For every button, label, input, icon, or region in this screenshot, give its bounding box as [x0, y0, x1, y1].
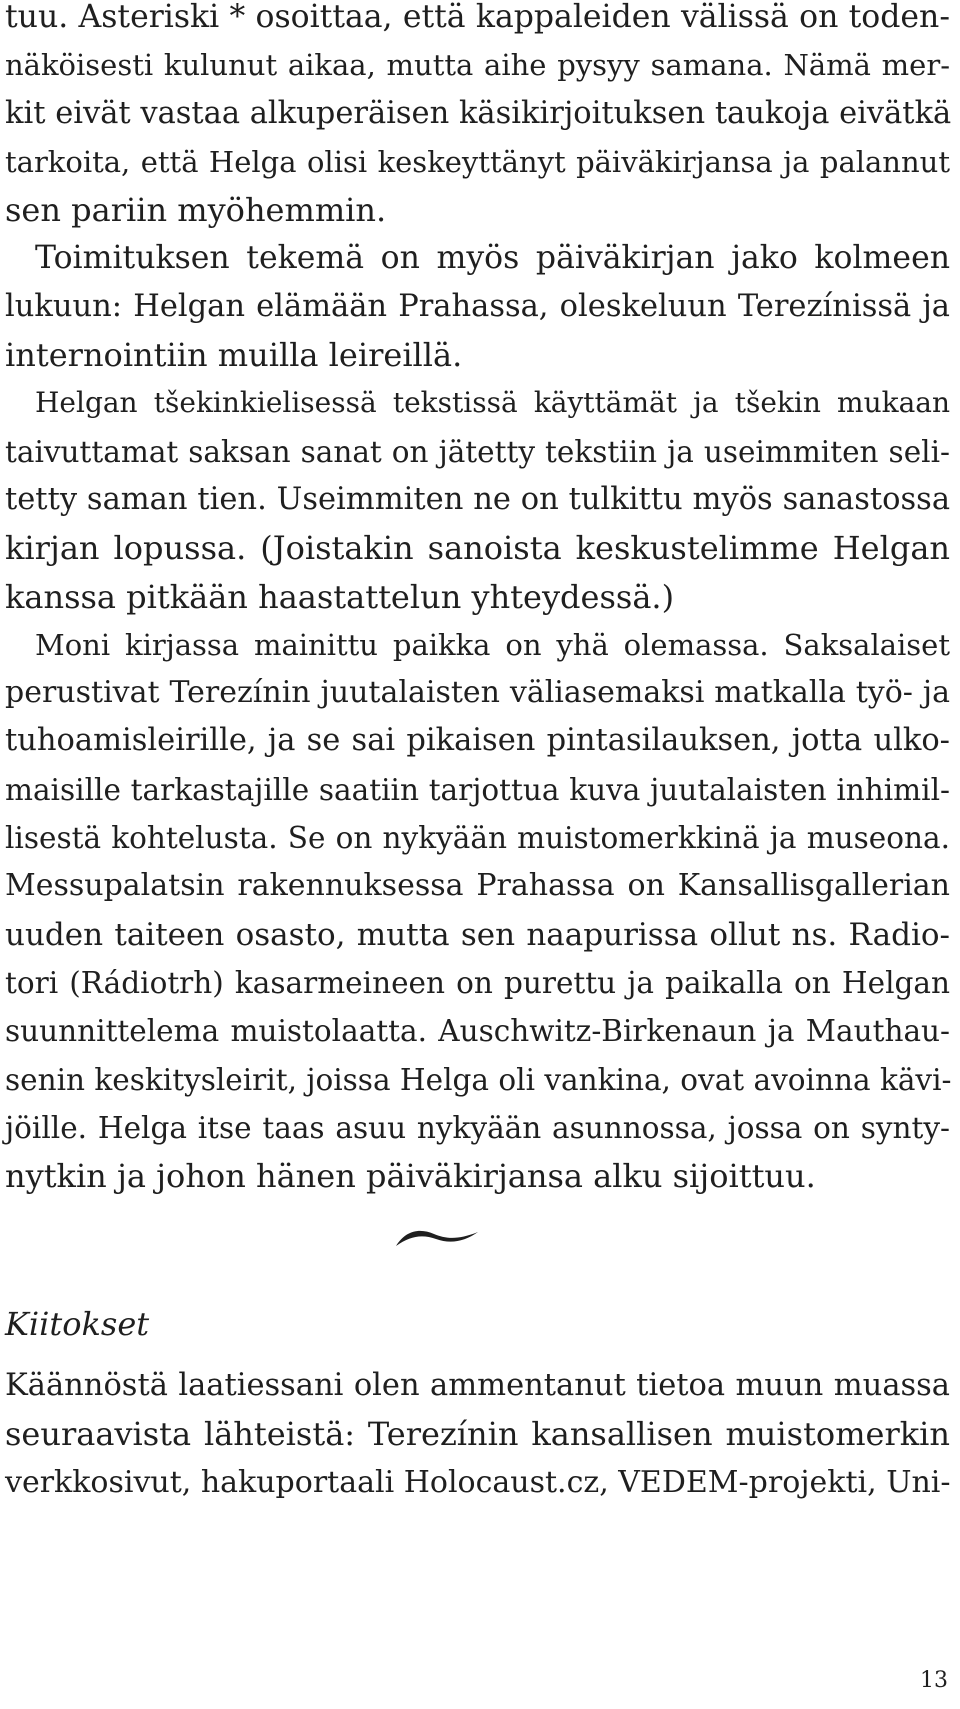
text-line: näköisesti kulunut aikaa, mutta aihe pysyy samana. Nämä mer- [5, 48, 950, 83]
text-line: tuhoamisleirille, ja se sai pikaisen pintasilauksen, jotta ulko- [5, 723, 950, 759]
text-line: seuraavista lähteistä: Terezínin kansallisen muistomerkin [5, 1415, 950, 1454]
text-line: uuden taiteen osasto, mutta sen naapurissa ollut ns. Radio- [5, 916, 950, 953]
text-line: sen pariin myöhemmin. [5, 191, 387, 230]
text-line: taivuttamat saksan sanat on jätetty tekstiin ja useimmiten seli- [5, 434, 950, 469]
page-number: 13 [920, 1668, 948, 1693]
paragraph [5, 234, 950, 379]
body-text [5, 0, 950, 1200]
section-divider-ornament [392, 1222, 482, 1252]
text-line: tarkoita, että Helga olisi keskeyttänyt päiväkirjansa ja palannut [5, 144, 950, 179]
text-line: Moni kirjassa mainittu paikka on yhä olemassa. Saksalaiset [35, 627, 950, 662]
text-line: jöille. Helga itse taas asuu nykyään asunnossa, jossa on synty- [5, 1110, 950, 1145]
text-line: suunnittelema muistolaatta. Auschwitz-Birkenaun ja Mauthau- [5, 1014, 950, 1049]
text-line: maisille tarkastajille saatiin tarjottua kuva juutalaisten inhimil- [5, 772, 950, 807]
text-line: Helgan tšekinkielisessä tekstissä käyttämät ja tšekin mukaan [35, 386, 950, 420]
acknowledgements-text [5, 1362, 950, 1507]
paragraph [5, 621, 950, 1201]
text-line: kanssa pitkään haastattelun yhteydessä.) [5, 577, 675, 616]
section-heading: Kiitokset [5, 1305, 150, 1343]
text-line: tuu. Asteriski * osoittaa, että kappaleiden välissä on toden- [5, 0, 950, 35]
text-line: nytkin ja johon hänen päiväkirjansa alku sijoittuu. [5, 1157, 816, 1196]
text-line: perustivat Terezínin juutalaisten väliasemaksi matkalla työ- ja [5, 675, 950, 711]
text-line: senin keskitysleirit, joissa Helga oli vankina, ovat avoinna kävi- [5, 1062, 952, 1097]
paragraph [5, 379, 950, 620]
text-line: kit eivät vastaa alkuperäisen käsikirjoituksen taukoja eivätkä [5, 95, 952, 131]
text-line: Käännöstä laatiessani olen ammentanut tietoa muun muassa [5, 1368, 950, 1403]
text-line: tetty saman tien. Useimmiten ne on tulkittu myös sanastossa [5, 481, 950, 517]
text-line: verkkosivut, hakuportaali Holocaust.cz, VEDEM-projekti, Uni- [5, 1464, 951, 1500]
text-line: tori (Rádiotrh) kasarmeineen on purettu ja paikalla on Helgan [5, 965, 950, 1000]
paragraph [5, 0, 950, 234]
text-line: Messupalatsin rakennuksessa Prahassa on Kansallisgallerian [5, 868, 950, 904]
text-line: lukuun: Helgan elämään Prahassa, oleskeluun Terezínissä ja [5, 288, 950, 324]
text-line: lisestä kohtelusta. Se on nykyään muistomerkkinä ja museona. [5, 821, 950, 856]
text-line: kirjan lopussa. (Joistakin sanoista keskustelimme Helgan [5, 529, 950, 568]
paragraph [5, 1362, 950, 1507]
text-line: internointiin muilla leireillä. [5, 336, 463, 375]
text-line: Toimituksen tekemä on myös päiväkirjan jako kolmeen [35, 240, 950, 277]
